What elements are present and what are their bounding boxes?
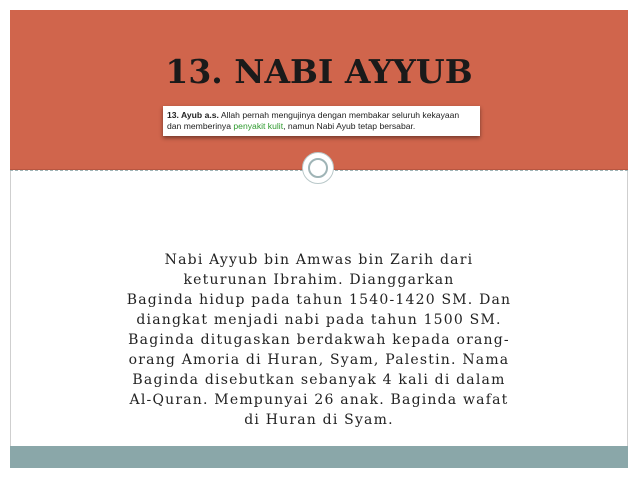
body-line: diangkat menjadi nabi pada tahun 1500 SM. [136, 312, 502, 328]
snippet-text-2a: dan memberinya [167, 121, 234, 131]
body-line: keturunan Ibrahim. Dianggarkan [183, 272, 455, 288]
footer-band [10, 446, 628, 468]
body-line: Nabi Ayyub bin Amwas bin Zarih dari [164, 252, 474, 268]
divider-circle-ornament [302, 152, 334, 184]
body-line: Baginda ditugaskan berdakwah kepada orang- [128, 332, 510, 348]
body-line: Baginda hidup pada tahun 1540-1420 SM. Dan [126, 292, 512, 308]
slide-title: 13. NABI AYYUB [165, 52, 473, 91]
snippet-text-1: Allah pernah mengujinya dengan membakar seluruh kekayaan [218, 110, 460, 120]
divider-circle-inner [308, 158, 328, 178]
snippet-bold-label: 13. Ayub a.s. [167, 110, 219, 120]
snippet-highlight: penyakit kulit [233, 121, 284, 131]
body-line: Al-Quran. Mempunyai 26 anak. Baginda wafat [129, 392, 509, 408]
body-line: Baginda disebutkan sebanyak 4 kali di dalam [132, 372, 506, 388]
snippet-image [163, 106, 480, 136]
snippet-text-2b: , namun Nabi Ayub tetap bersabar. [283, 121, 416, 131]
body-text [96, 250, 542, 430]
snippet-line-2 [167, 121, 476, 132]
body-line: di Huran di Syam. [244, 412, 394, 428]
snippet-line-1 [167, 110, 476, 121]
body-line: orang Amoria di Huran, Syam, Palestin. Nama [128, 352, 510, 368]
